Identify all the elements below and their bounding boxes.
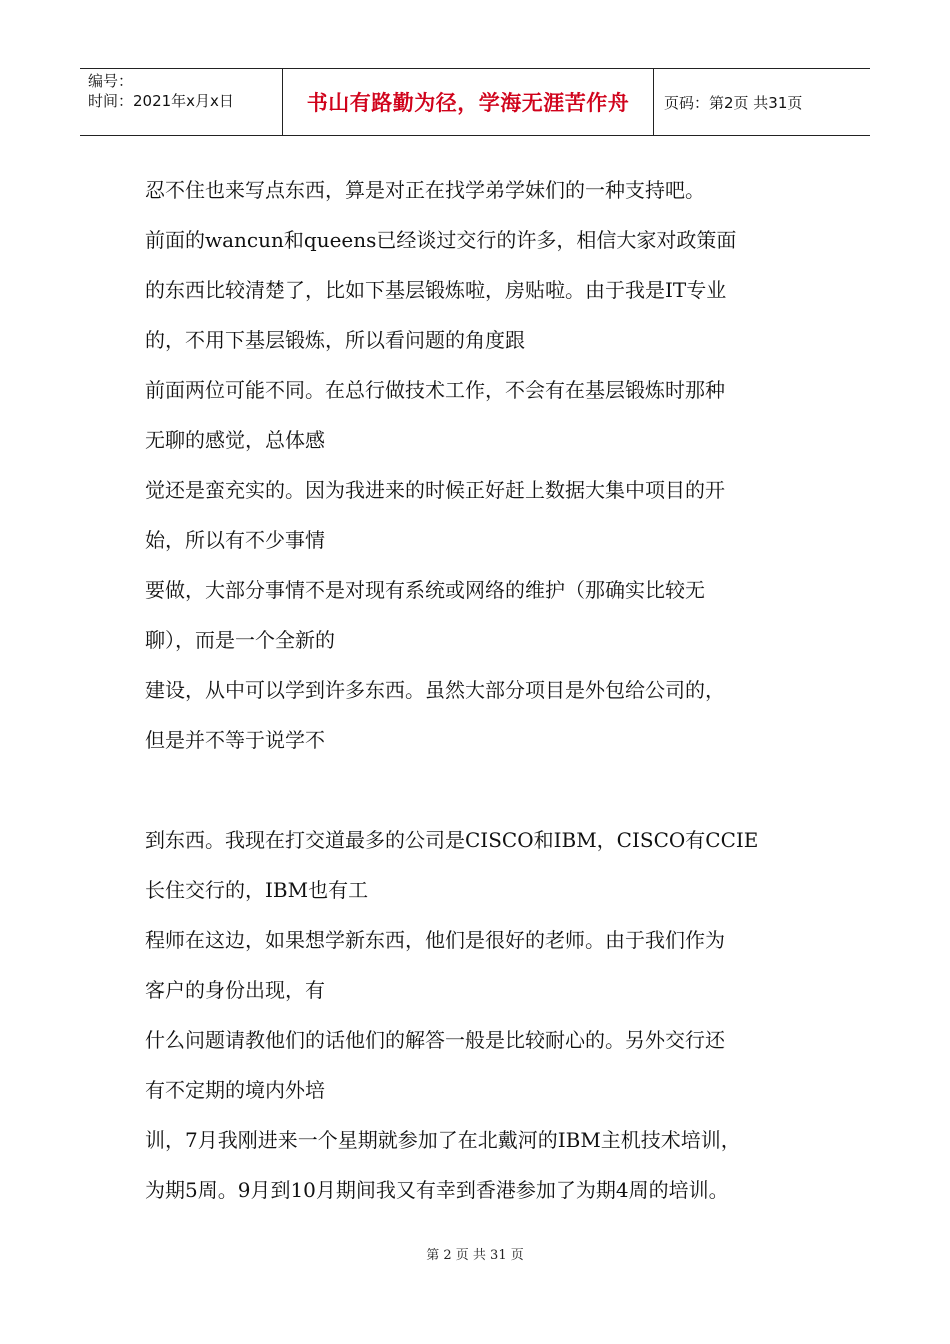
body-line: 的东西比较清楚了，比如下基层锻炼啦，房贴啦。由于我是IT专业 — [145, 278, 727, 302]
page-footer — [0, 1244, 950, 1263]
body-line: 前面两位可能不同。在总行做技术工作，不会有在基层锻炼时那种 — [145, 378, 725, 402]
body-line: 客户的身份出现，有 — [145, 978, 325, 1002]
body-line: 始，所以有不少事情 — [145, 528, 325, 552]
body-line: 前面的wancun和queens已经谈过交行的许多，相信大家对政策面 — [145, 228, 737, 252]
body-line: 的，不用下基层锻炼，所以看问题的角度跟 — [145, 328, 525, 352]
header-meta — [80, 69, 283, 135]
body-line: 到东西。我现在打交道最多的公司是CISCO和IBM，CISCO有CCIE — [145, 828, 759, 852]
motto-text: 书山有路勤为径，学海无涯苦作舟 — [306, 91, 630, 115]
body-line: 长住交行的，IBM也有工 — [145, 878, 369, 902]
body-line: 程师在这边，如果想学新东西，他们是很好的老师。由于我们作为 — [145, 928, 725, 952]
body-line: 训，7月我刚进来一个星期就参加了在北戴河的IBM主机技术培训， — [145, 1128, 741, 1152]
body-line: 但是并不等于说学不 — [145, 728, 325, 752]
time-label: 时间：2021年x月x日 — [88, 92, 234, 110]
page-header — [80, 68, 870, 136]
body-line: 忍不住也来写点东西，算是对正在找学弟学妹们的一种支持吧。 — [145, 178, 705, 202]
number-label: 编号： — [88, 72, 134, 90]
body-line: 有不定期的境内外培 — [145, 1078, 325, 1102]
body-line: 要做，大部分事情不是对现有系统或网络的维护（那确实比较无 — [145, 578, 705, 602]
body-line: 建设，从中可以学到许多东西。虽然大部分项目是外包给公司的， — [145, 678, 725, 702]
body-line: 聊），而是一个全新的 — [145, 628, 335, 652]
body-line: 为期5周。9月到10月期间我又有幸到香港参加了为期4周的培训。 — [145, 1178, 729, 1202]
body-line: 无聊的感觉，总体感 — [145, 428, 325, 452]
body-line: 觉还是蛮充实的。因为我进来的时候正好赶上数据大集中项目的开 — [145, 478, 725, 502]
header-page-info — [654, 69, 870, 135]
header-motto-cell — [283, 69, 654, 135]
paragraph-gap — [145, 765, 825, 815]
body-text — [145, 165, 825, 1215]
footer-page-number: 第 2 页 共 31 页 — [426, 1248, 524, 1263]
page-info-text: 页码：第2页 共31页 — [664, 93, 803, 112]
body-line: 什么问题请教他们的话他们的解答一般是比较耐心的。另外交行还 — [145, 1028, 725, 1052]
